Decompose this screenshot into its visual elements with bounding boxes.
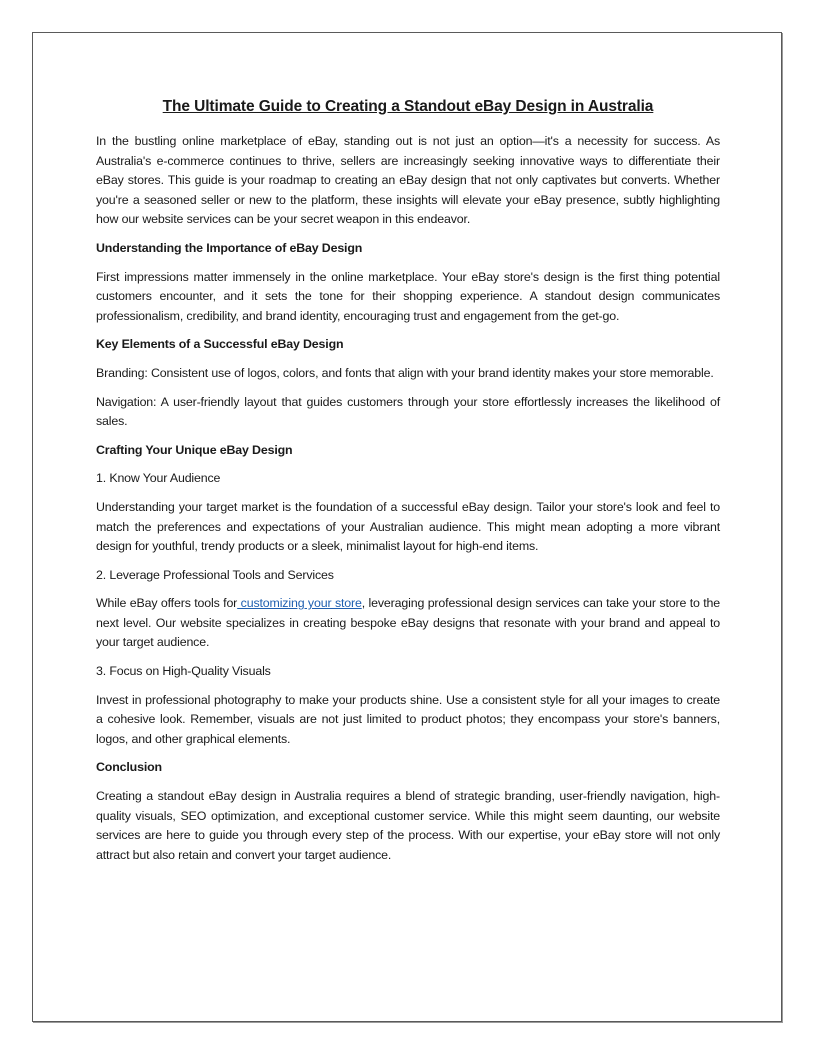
document-body: [96, 96, 720, 874]
heading-importance: Understanding the Importance of eBay Design: [96, 240, 363, 255]
heading-crafting: Crafting Your Unique eBay Design: [96, 442, 293, 457]
conclusion-paragraph: Creating a standout eBay design in Australia requires a blend of strategic branding, user-friendly navigation, high-quality visuals, SEO optimization, and exceptional customer service. While this might seem daunting, our website services are here to guide you through every step of the process. With our expertise, your eBay store will not only attract but also retain and convert your target audience.: [96, 789, 720, 862]
customizing-store-link[interactable]: customizing your store: [237, 596, 362, 611]
step1-paragraph: Understanding your target market is the foundation of a successful eBay design. Tailor your store's look and feel to match the preferences and expectations of your Australian audience. This might mean adopting a more vibrant design for youthful, trendy products or a sleek, minimalist layout for high-end items.: [96, 499, 720, 554]
navigation-paragraph: Navigation: A user-friendly layout that guides customers through your store effortlessly increases the likelihood of sales.: [96, 394, 720, 429]
step3-title: 3. Focus on High-Quality Visuals: [96, 664, 271, 679]
step2-title: 2. Leverage Professional Tools and Services: [96, 567, 334, 582]
step1-title: 1. Know Your Audience: [96, 471, 221, 486]
intro-paragraph: In the bustling online marketplace of eBay, standing out is not just an option—it's a necessity for success. As Australia's e-commerce continues to thrive, sellers are increasingly seeking innovative ways to differentiate their eBay stores. This guide is your roadmap to creating an eBay design that not only captivates but converts. Whether you're a seasoned seller or new to the platform, these insights will elevate your eBay presence, subtly highlighting how our website services can be your secret weapon in this endeavor.: [96, 134, 720, 227]
step2-paragraph: [96, 594, 720, 653]
heading-conclusion: Conclusion: [96, 760, 162, 775]
importance-paragraph: First impressions matter immensely in the online marketplace. Your eBay store's design is the first thing potential customers encounter, and it sets the tone for their shopping experience. A standout design communicates professionalism, credibility, and brand identity, encouraging trust and engagement from the get-go.: [96, 269, 720, 323]
branding-paragraph: Branding: Consistent use of logos, colors, and fonts that align with your brand identity makes your store memorable.: [96, 365, 714, 380]
step2-text-before: While eBay offers tools for: [96, 596, 238, 611]
document-title: The Ultimate Guide to Creating a Standout eBay Design in Australia: [162, 98, 654, 115]
step2-text-after: , leveraging professional design services can take your store to the next level. Our website specializes in creating bespoke eBay designs that resonate with your brand and appeal to your target audience.: [96, 596, 720, 650]
step3-paragraph: Invest in professional photography to make your products shine. Use a consistent style for all your images to create a cohesive look. Remember, visuals are not just limited to product photos; they encompass your store's banners, logos, and other graphical elements.: [96, 692, 720, 746]
heading-key-elements: Key Elements of a Successful eBay Design: [96, 337, 344, 352]
